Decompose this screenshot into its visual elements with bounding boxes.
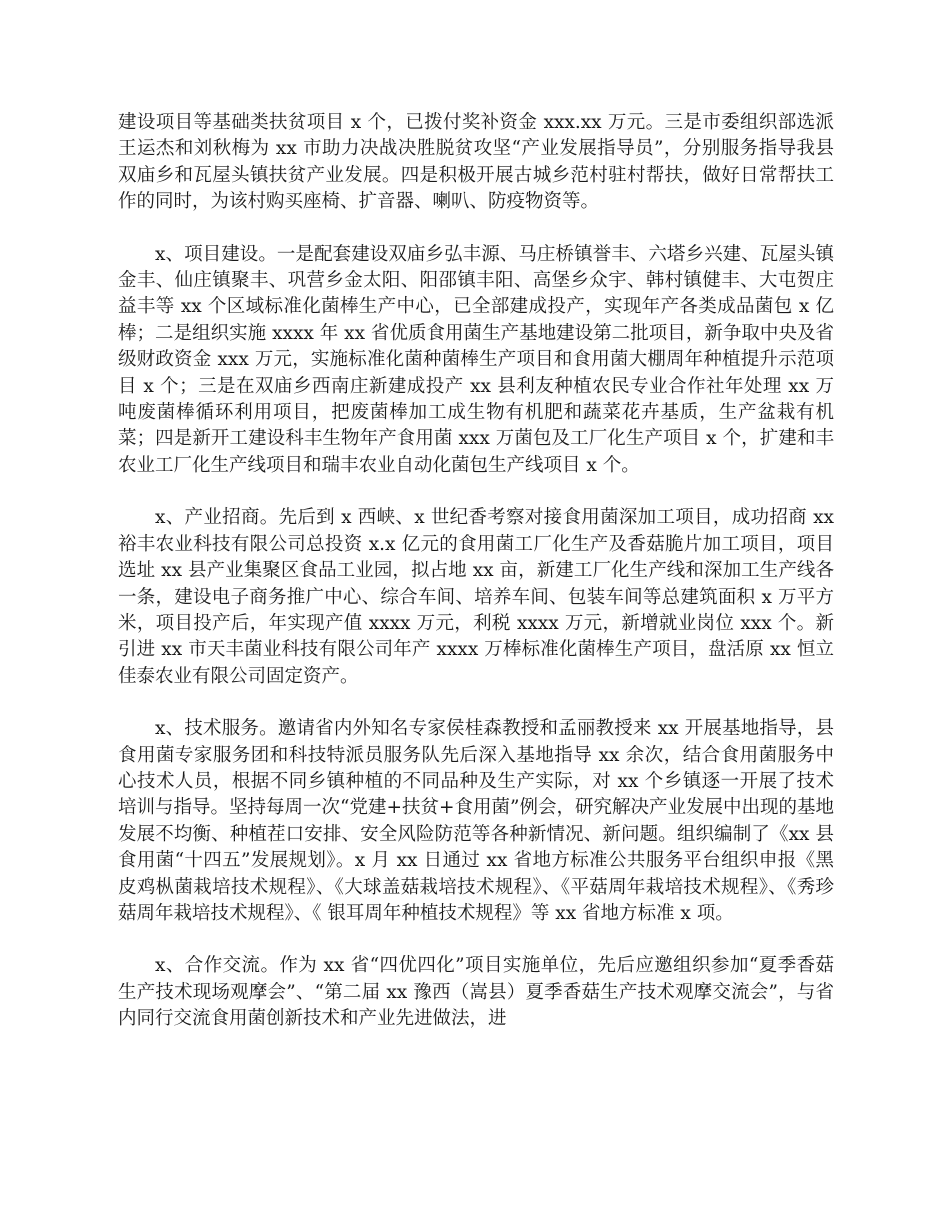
paragraph-technical-service: x、技术服务。邀请省内外知名专家侯桂森教授和孟丽教授来 xx 开展基地指导，县食用菌专家服务团和科技特派员服务队先后深入基地指导 xx 余次，结合食用菌服务中心技术人员，根据不同乡镇种植的不同品种及生产实际，对 xx 个乡镇逐一开展了技术培训与指导。坚持每周一次“党建+扶贫+食用菌”例会，研究解决产业发展中出现的基地发展不均衡、种植茬口安排、安全风险防范等各种新情况、新问题。组织编制了《xx 县食用菌“十四五”发展规划》。x 月 xx 日通过 xx 省地方标准公共服务平台组织申报《黑皮鸡枞菌栽培技术规程》、《大球盖菇栽培技术规程》、《平菇周年栽培技术规程》、《秀珍菇周年栽培技术规程》、《 银耳周年种植技术规程》等 xx 省地方标准 x 项。 [118,718,834,924]
document-body [118,110,834,1059]
paragraph-investment-attraction: x、产业招商。先后到 x 西峡、x 世纪香考察对接食用菌深加工项目，成功招商 xx 裕丰农业科技有限公司总投资 x.x 亿元的食用菌工厂化生产及香菇脆片加工项目，项目选址 xx 县产业集聚区食品工业园，拟占地 xx 亩，新建工厂化生产线和深加工生产线各一条，建设电子商务推广中心、综合车间、培养车间、包装车间等总建筑面积 x 万平方米，项目投产后，年实现产值 xxxx 万元，利税 xxxx 万元，新增就业岗位 xxx 个。新引进 xx 市天丰菌业科技有限公司年产 xxxx 万棒标准化菌棒生产项目，盘活原 xx 恒立佳泰农业有限公司固定资产。 [118,507,834,687]
paragraph-cooperation-exchange: x、合作交流。作为 xx 省“四优四化”项目实施单位，先后应邀组织参加“夏季香菇生产技术现场观摩会”、“第二届 xx 豫西（嵩县）夏季香菇生产技术观摩交流会”，与省内同行交流食用菌创新技术和产业先进做法，进 [118,955,834,1030]
paragraph-poverty-projects: 建设项目等基础类扶贫项目 x 个，已拨付奖补资金 xxx.xx 万元。三是市委组织部选派王运杰和刘秋梅为 xx 市助力决战决胜脱贫攻坚“产业发展指导员”，分别服务指导我县双庙乡和瓦屋头镇扶贫产业发展。四是积极开展古城乡范村驻村帮扶，做好日常帮扶工作的同时，为该村购买座椅、扩音器、喇叭、防疫物资等。 [118,112,834,213]
paragraph-project-construction: x、项目建设。一是配套建设双庙乡弘丰源、马庄桥镇誉丰、六塔乡兴建、瓦屋头镇金丰、仙庄镇聚丰、巩营乡金太阳、阳邵镇丰阳、高堡乡众宇、韩村镇健丰、大屯贺庄益丰等 xx 个区域标准化菌棒生产中心，已全部建成投产，实现年产各类成品菌包 x 亿棒；二是组织实施 xxxx 年 xx 省优质食用菌生产基地建设第二批项目，新争取中央及省级财政资金 xxx 万元，实施标准化菌种菌棒生产项目和食用菌大棚周年种植提升示范项目 x 个；三是在双庙乡西南庄新建成投产 xx 县利友种植农民专业合作社年处理 xx 万吨废菌棒循环利用项目，把废菌棒加工成生物有机肥和蔬菜花卉基质，生产盆栽有机菜；四是新开工建设科丰生物年产食用菌 xxx 万菌包及工厂化生产项目 x 个，扩建和丰农业工厂化生产线项目和瑞丰农业自动化菌包生产线项目 x 个。 [118,243,834,476]
